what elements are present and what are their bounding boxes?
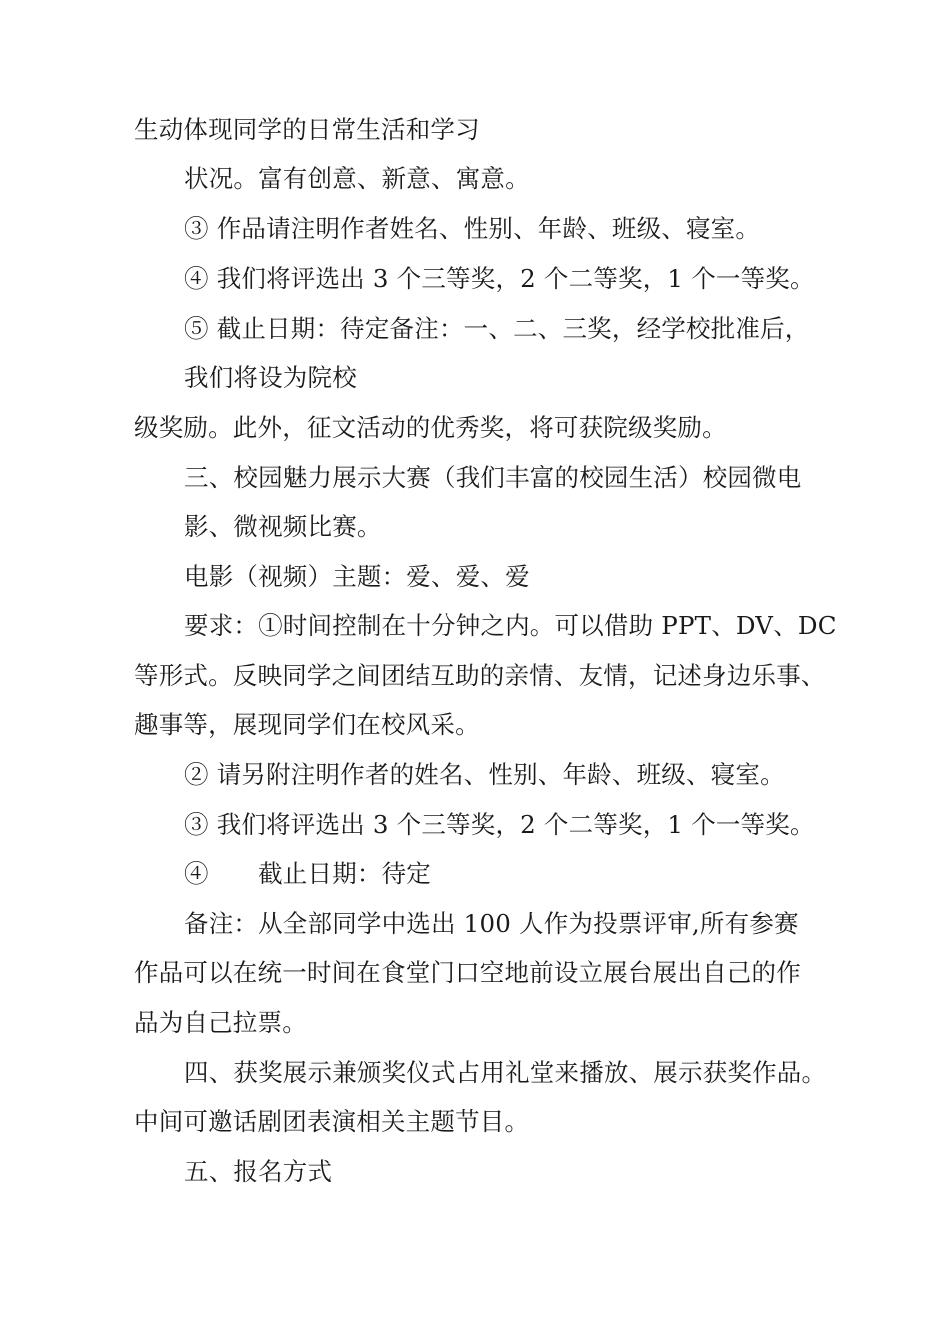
text-line: ④ 截止日期：待定 — [184, 859, 431, 888]
text-line: 趣事等，展现同学们在校风采。 — [134, 710, 480, 739]
text-line: 要求：①时间控制在十分钟之内。可以借助 PPT、DV、DC — [184, 611, 837, 640]
text-line: 作品可以在统一时间在食堂门口空地前设立展台展出自己的作 — [134, 958, 801, 987]
text-line: 状况。富有创意、新意、寓意。 — [184, 164, 530, 193]
text-line: 中间可邀话剧团表演相关主题节目。 — [134, 1107, 530, 1136]
text-line: 我们将设为院校 — [184, 363, 357, 392]
text-line: 四、获奖展示兼颁奖仪式占用礼堂来播放、展示获奖作品。 — [184, 1058, 827, 1087]
text-line: ② 请另附注明作者的姓名、性别、年龄、班级、寝室。 — [184, 760, 785, 789]
text-line: ⑤ 截止日期：待定备注：一、二、三奖，经学校批准后， — [184, 314, 810, 343]
text-line: 三、校园魅力展示大赛（我们丰富的校园生活）校园微电 — [184, 463, 802, 492]
text-line: 级奖励。此外，征文活动的优秀奖，将可获院级奖励。 — [134, 413, 727, 442]
text-line: 影、微视频比赛。 — [184, 512, 382, 541]
text-line: 生动体现同学的日常生活和学习 — [134, 115, 480, 144]
text-line: 等形式。反映同学之间团结互助的亲情、友情，记述身边乐事、 — [134, 661, 826, 690]
text-line: 品为自己拉票。 — [134, 1008, 307, 1037]
text-line: ④ 我们将评选出 3 个三等奖，2 个二等奖，1 个一等奖。 — [184, 264, 815, 293]
text-line: 电影（视频）主题：爱、爱、爱 — [184, 562, 530, 591]
text-line: ③ 我们将评选出 3 个三等奖，2 个二等奖，1 个一等奖。 — [184, 810, 815, 839]
text-line: 五、报名方式 — [184, 1157, 333, 1186]
text-line: 备注：从全部同学中选出 100 人作为投票评审,所有参赛 — [184, 909, 799, 938]
text-line: ③ 作品请注明作者姓名、性别、年龄、班级、寝室。 — [184, 214, 761, 243]
